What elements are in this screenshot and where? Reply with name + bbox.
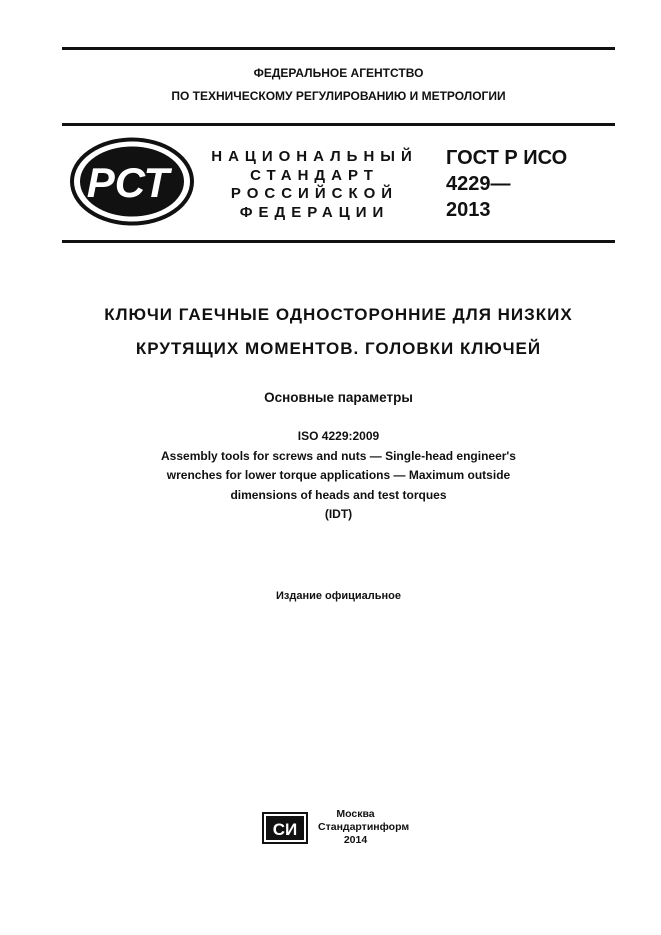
document-title (62, 298, 615, 366)
title-line-2: КРУТЯЩИХ МОМЕНТОВ. ГОЛОВКИ КЛЮЧЕЙ (135, 339, 542, 358)
iso-line-2: wrenches for lower torque applications — Maximum outside (166, 468, 511, 482)
publisher-year: 2014 (343, 834, 368, 846)
publisher-logo-icon (262, 812, 308, 844)
iso-code: ISO 4229:2009 (297, 429, 380, 443)
national-line-3: РОССИЙСКОЙ (230, 185, 399, 202)
publisher-logo-lettering: СИ (272, 820, 298, 839)
national-line-1: НАЦИОНАЛЬНЫЙ (211, 148, 418, 165)
standard-designation (446, 145, 567, 223)
agency-line-1: ФЕДЕРАЛЬНОЕ АГЕНТСТВО (253, 66, 424, 80)
iso-line-1: Assembly tools for screws and nuts — Single-head engineer's (161, 448, 516, 463)
publisher-city: Москва (336, 808, 375, 820)
gost-logo-icon (70, 137, 195, 226)
iso-line-3: dimensions of heads and test torques (230, 487, 447, 502)
designation-line-3: 2013 (446, 199, 491, 221)
publisher-name: Стандартинформ (318, 821, 410, 833)
document-subtitle: Основные параметры (264, 390, 413, 405)
iso-line-4: (IDT) (324, 507, 353, 521)
agency-line-2: ПО ТЕХНИЧЕСКОМУ РЕГУЛИРОВАНИЮ И МЕТРОЛОГИИ (171, 89, 506, 103)
publisher-block (318, 808, 410, 847)
edition-label: Издание официальное (275, 590, 402, 602)
logo-lettering: РСТ (86, 159, 170, 206)
iso-reference (62, 427, 615, 525)
title-line-1: КЛЮЧИ ГАЕЧНЫЕ ОДНОСТОРОННИЕ ДЛЯ НИЗКИХ (104, 305, 573, 324)
bottom-header-rule (62, 240, 615, 243)
national-standard-label (202, 148, 427, 222)
top-rule (62, 47, 615, 50)
designation-line-1: ГОСТ Р ИСО (446, 147, 568, 169)
designation-line-2: 4229— (446, 173, 511, 195)
header-rule (62, 123, 615, 126)
national-line-2: СТАНДАРТ (250, 166, 379, 184)
national-line-4: ФЕДЕРАЦИИ (239, 203, 390, 221)
